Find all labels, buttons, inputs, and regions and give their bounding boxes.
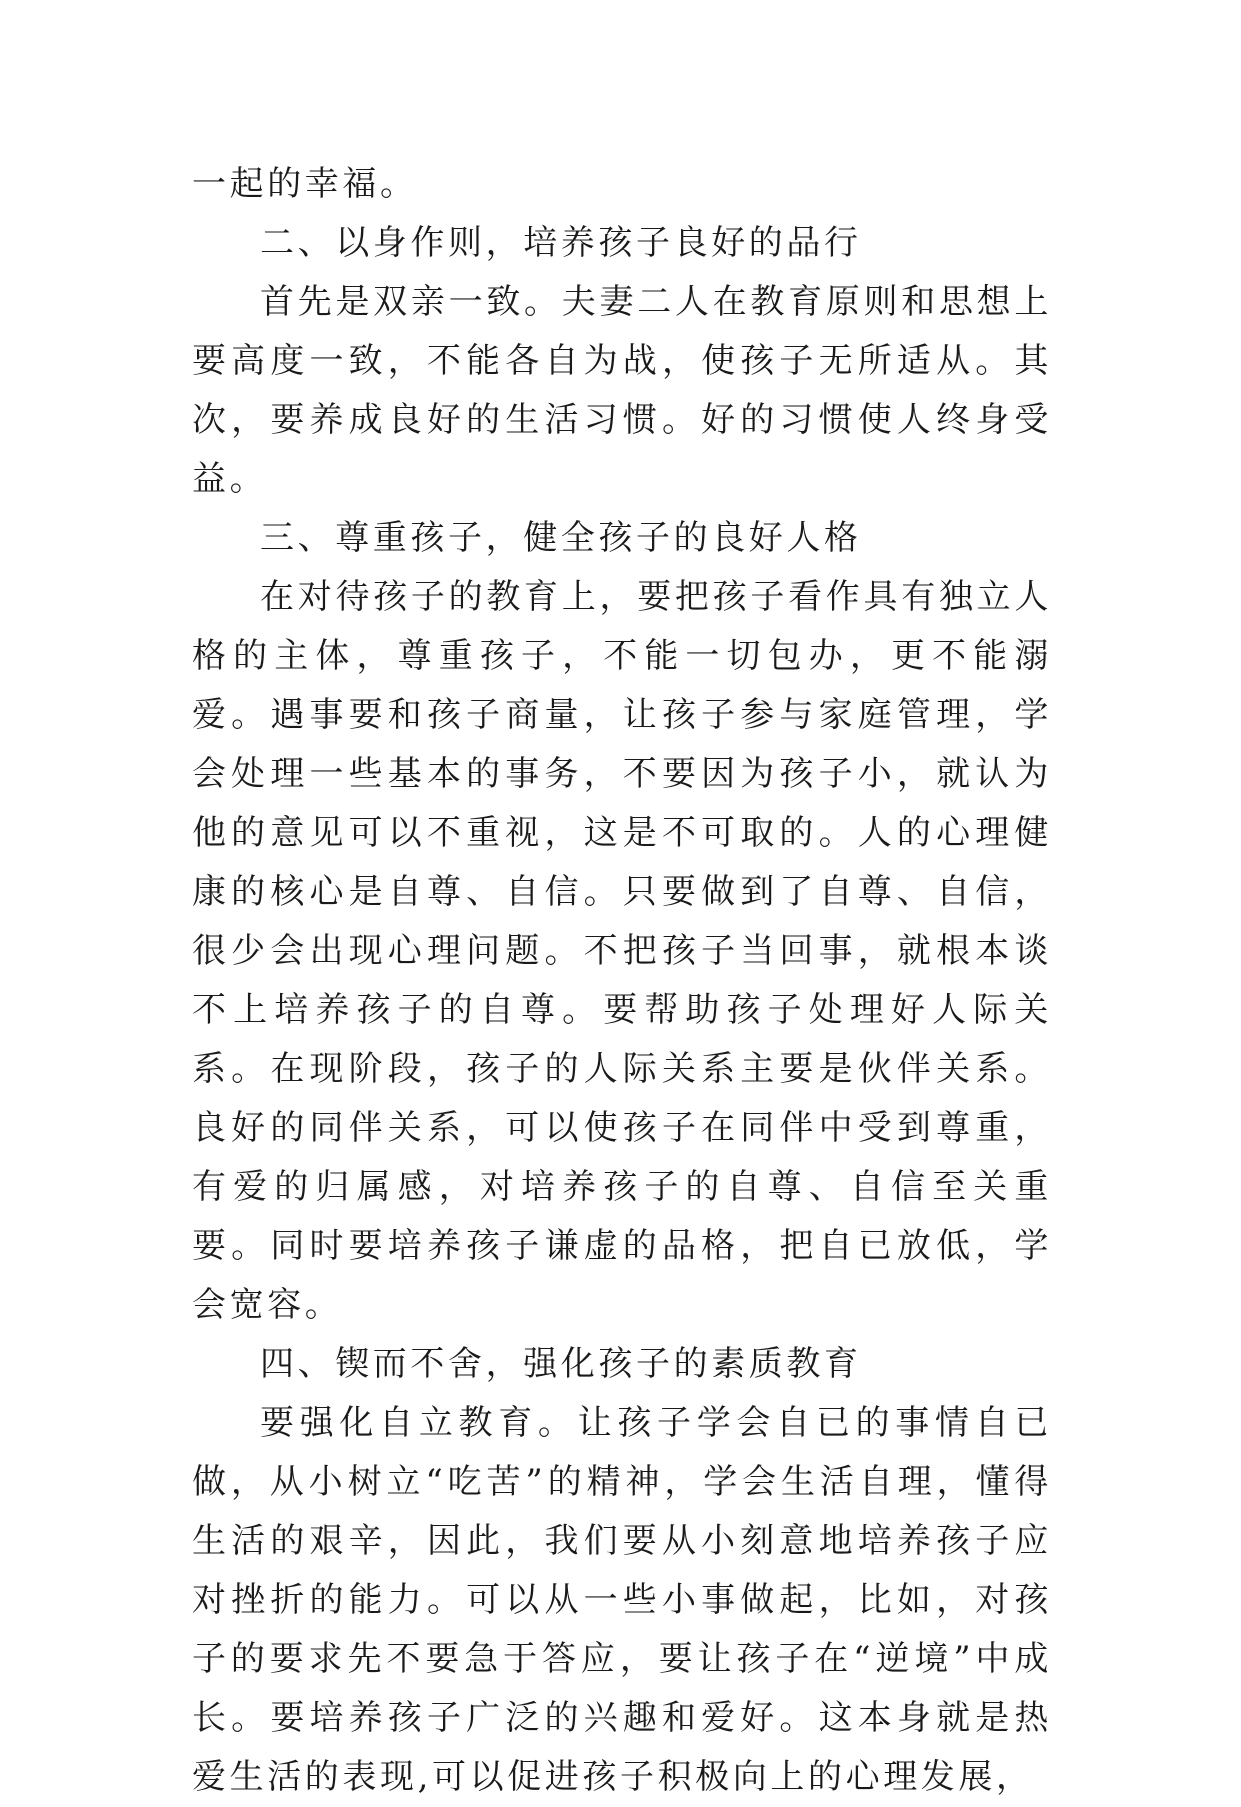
section-heading-4: 四、锲而不舍，强化孩子的素质教育: [260, 1344, 862, 1384]
paragraph-respect-children: 在对待孩子的教育上，要把孩子看作具有独立人格的主体，尊重孩子，不能一切包办，更不能溺爱。遇事要和孩子商量，让孩子参与家庭管理，学会处理一些基本的事务，不要因为孩子小，就认为他的意见可以不重视，这是不可取的。人的心理健康的核心是自尊、自信。只要做到了自尊、自信，很少会出现心理问题。不把孩子当回事，就根本谈不上培养孩子的自尊。要帮助孩子处理好人际关系。在现阶段，孩子的人际关系主要是伙伴关系。良好的同伴关系，可以使孩子在同伴中受到尊重，有爱的归属感，对培养孩子的自尊、自信至关重要。同时要培养孩子谦虚的品格，把自已放低，学会宽容。: [192, 577, 1052, 1325]
paragraph-closing-line: 一起的幸福。: [192, 164, 418, 204]
paragraph-independence-education: 要强化自立教育。让孩子学会自已的事情自已做，从小树立“吃苦”的精神，学会生活自理，懂得生活的艰辛，因此，我们要从小刻意地培养孩子应对挫折的能力。可以从一些小事做起，比如，对孩子的要求先不要急于答应，要让孩子在“逆境”中成长。要培养孩子广泛的兴趣和爱好。这本身就是热爱生活的表现,可以促进孩子积极向上的心理发展，: [192, 1403, 1052, 1797]
document-body: [192, 155, 1052, 1807]
section-heading-2: 二、以身作则，培养孩子良好的品行: [260, 223, 862, 263]
paragraph-parents-consistency: 首先是双亲一致。夫妻二人在教育原则和思想上要高度一致，不能各自为战，使孩子无所适从。其次，要养成良好的生活习惯。好的习惯使人终身受益。: [192, 282, 1052, 499]
section-heading-3: 三、尊重孩子，健全孩子的良好人格: [260, 518, 862, 558]
